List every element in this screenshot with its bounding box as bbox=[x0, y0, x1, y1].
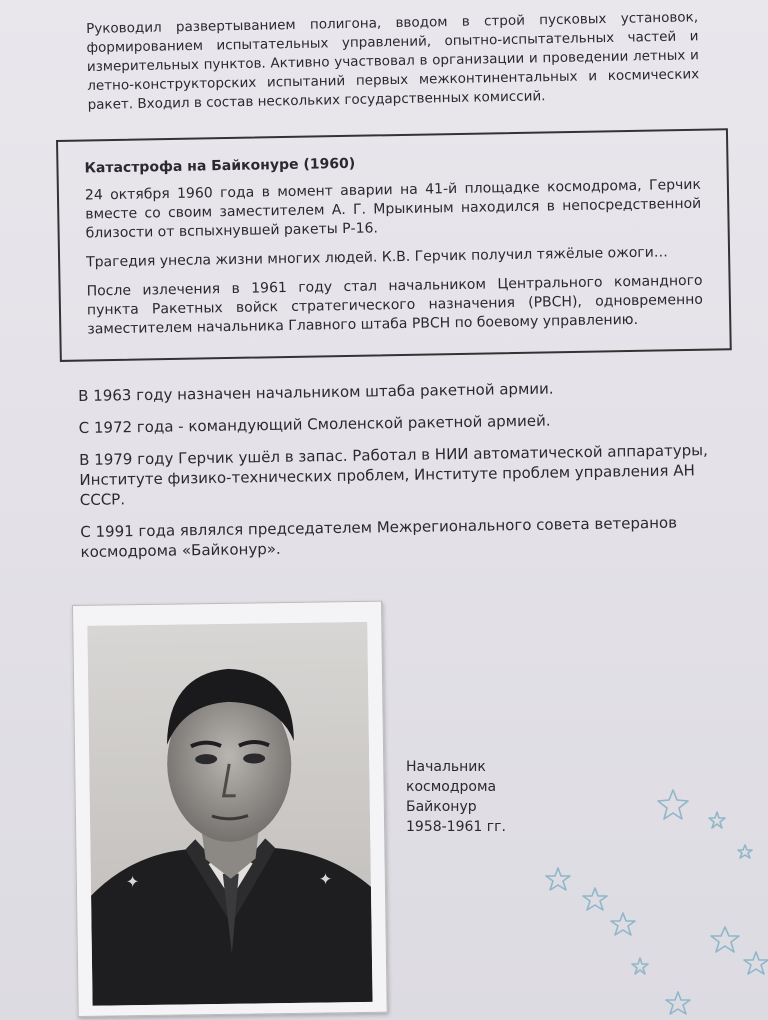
star-icon bbox=[666, 992, 690, 1014]
career-text bbox=[78, 376, 737, 574]
intro-paragraph: Руководил развертыванием полигона, вводом в строй пусковых установок, формированием испытательных управлений, опытно-испытательных частей и измерительных пунктов. Активно участвовал в организации и проведении летных и летно-конструкторских испытаний первых межконтинентальных и космических ракет. Входил в состав нескольких государственных комиссий. bbox=[86, 9, 700, 113]
portrait-caption: Начальник космодрома Байконур 1958-1961 гг. bbox=[406, 759, 506, 835]
star-icon bbox=[632, 958, 648, 974]
svg-text:✦: ✦ bbox=[318, 869, 333, 889]
career-paragraph: С 1972 года - командующий Смоленской ракетной армией. bbox=[78, 411, 551, 437]
career-paragraph: В 1963 году назначен начальником штаба ракетной армии. bbox=[78, 379, 554, 405]
callout-paragraph: 24 октября 1960 года в момент аварии на 41-й площадке космодрома, Герчик вместе со своим заместителем А. Г. Мрыкиным находился в непосредственной близости от вспыхнувшей ракеты Р-16. bbox=[84, 176, 702, 242]
star-icon bbox=[658, 790, 688, 819]
star-icon bbox=[711, 927, 739, 952]
star-icon bbox=[744, 952, 768, 974]
portrait-frame bbox=[72, 601, 388, 1017]
career-paragraph: С 1991 года являлся председателем Межрегионального совета ветеранов космодрома «Байконур». bbox=[80, 513, 678, 561]
svg-text:✦: ✦ bbox=[125, 872, 140, 892]
portrait-photo bbox=[87, 622, 372, 1006]
star-icon bbox=[738, 845, 752, 858]
callout-paragraph: После излечения в 1961 году стал начальником Центрального командного пункта Ракетных войск стратегического назначения (РВСН), одновременно заместителем начальника Главного штаба РВСН по боевому управлению. bbox=[86, 272, 704, 338]
callout-title: Катастрофа на Байконуре (1960) bbox=[84, 155, 356, 177]
star-icon bbox=[546, 868, 570, 890]
star-icon bbox=[583, 888, 607, 910]
career-paragraph: В 1979 году Герчик ушёл в запас. Работал в НИИ автоматической аппаратуры, Институте физико-технических проблем, Институте проблем управления АН СССР. bbox=[79, 441, 708, 509]
star-icon bbox=[611, 913, 635, 935]
star-icon bbox=[709, 812, 725, 828]
disaster-callout-box bbox=[56, 128, 732, 362]
decorative-stars bbox=[520, 770, 768, 1020]
callout-paragraph: Трагедия унесла жизни многих людей. К.В. Герчик получил тяжёлые ожоги… bbox=[86, 244, 668, 271]
